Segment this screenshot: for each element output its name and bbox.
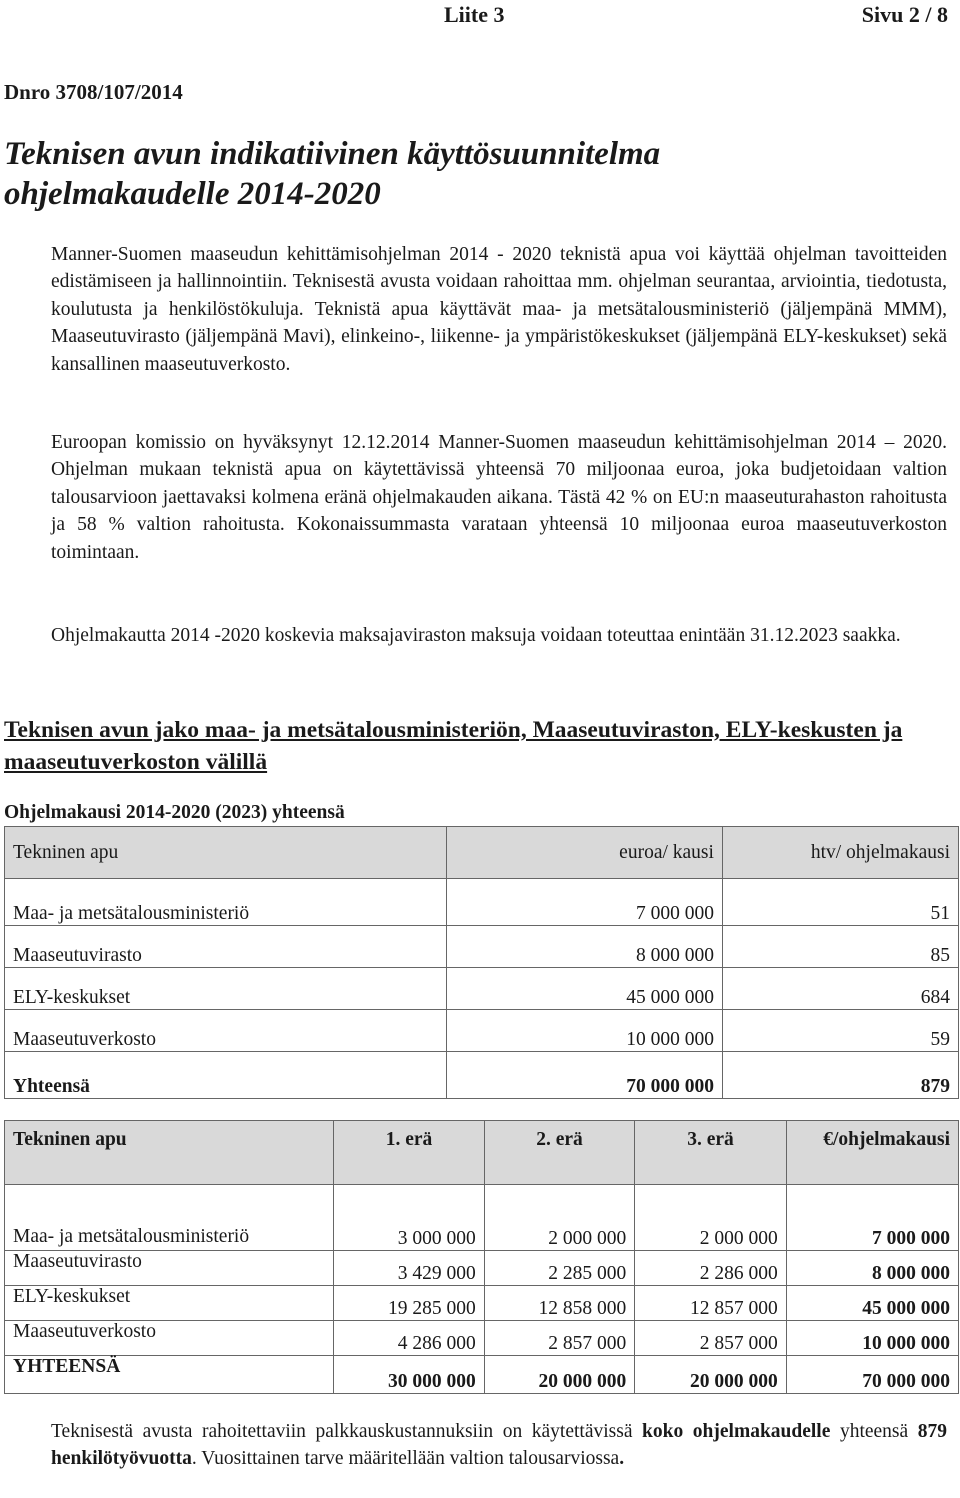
paragraph-payments: Ohjelmakautta 2014 -2020 koskevia maksajaviraston maksuja voidaan toteuttaa enintään 31.12.2023 saakka. xyxy=(51,625,901,646)
table-total-cell: 20 000 000 xyxy=(635,1356,786,1394)
table1-caption: Ohjelmakausi 2014-2020 (2023) yhteensä xyxy=(4,802,345,823)
table-cell: 2 285 000 xyxy=(484,1251,635,1286)
table-cell: Maaseutuvirasto xyxy=(5,1251,334,1286)
table-cell: 10 000 000 xyxy=(786,1321,958,1356)
allocation-table xyxy=(4,826,959,1099)
header-appendix: Liite 3 xyxy=(444,2,505,27)
table-cell: 3 429 000 xyxy=(334,1251,485,1286)
table-row xyxy=(5,968,959,1010)
table-header-cell: htv/ ohjelmakausi xyxy=(722,827,958,879)
table-total-cell: 30 000 000 xyxy=(334,1356,485,1394)
table-cell: 85 xyxy=(722,926,958,968)
table-row xyxy=(5,1185,959,1251)
table-cell: 19 285 000 xyxy=(334,1286,485,1321)
table-row xyxy=(5,1286,959,1321)
table-row xyxy=(5,926,959,968)
table-total-cell: 879 xyxy=(722,1052,958,1099)
table-cell: 7 000 000 xyxy=(446,879,722,926)
table-cell: 684 xyxy=(722,968,958,1010)
document-title-line-2: ohjelmakaudelle 2014-2020 xyxy=(4,176,381,212)
table-cell: 2 286 000 xyxy=(635,1251,786,1286)
table-cell: 2 857 000 xyxy=(484,1321,635,1356)
paragraph-commission: Euroopan komissio on hyväksynyt 12.12.2014 Manner-Suomen maaseudun kehittämisohjelman 2014 – 2020. Ohjelman mukaan teknistä apua on käytettävissä yhteensä 70 miljoonaa euroa, joka budjetoidaan valtion talousarvioon jaettavaksi kolmena eränä ohjelmakauden aikana. Tästä 42 % on EU:n maaseuturahaston rahoitusta ja 58 % valtion rahoitusta. Kokonaissummasta varataan yhteensä 10 miljoonaa euroa maaseutuverkoston toimintaan. xyxy=(51,432,947,563)
table-header-cell: 2. erä xyxy=(484,1121,635,1185)
table-cell: ELY-keskukset xyxy=(5,1286,334,1321)
table-cell: 12 858 000 xyxy=(484,1286,635,1321)
table-cell: Maaseutuvirasto xyxy=(5,926,447,968)
table-cell: 45 000 000 xyxy=(786,1286,958,1321)
table-cell: 45 000 000 xyxy=(446,968,722,1010)
table-row xyxy=(5,1010,959,1052)
table-cell: 8 000 000 xyxy=(786,1251,958,1286)
document-title xyxy=(4,134,904,214)
table-cell: 2 000 000 xyxy=(635,1185,786,1251)
table-cell: 2 857 000 xyxy=(635,1321,786,1356)
table-row xyxy=(5,1251,959,1286)
table-header-cell: 1. erä xyxy=(334,1121,485,1185)
footer-bold-1: koko ohjelmakaudelle xyxy=(642,1421,831,1442)
header-page-number: Sivu 2 / 8 xyxy=(861,2,948,27)
table-cell: 12 857 000 xyxy=(635,1286,786,1321)
table-total-row xyxy=(5,1052,959,1099)
table-cell: Maa- ja metsätalousministeriö xyxy=(5,1185,334,1251)
installment-table xyxy=(4,1120,959,1394)
footer-text-1: Teknisestä avusta rahoitettaviin palkkauskustannuksiin on käytettävissä xyxy=(51,1421,643,1442)
footer-text-3: . Vuosittainen tarve määritellään valtion talousarviossa xyxy=(191,1448,620,1470)
table-cell: 10 000 000 xyxy=(446,1010,722,1052)
table-row xyxy=(5,879,959,926)
table-cell: Maaseutuverkosto xyxy=(5,1010,447,1052)
table-total-cell: YHTEENSÄ xyxy=(5,1356,334,1394)
table-header-cell: Tekninen apu xyxy=(5,827,447,879)
table-cell: ELY-keskukset xyxy=(5,968,447,1010)
table-total-cell: 20 000 000 xyxy=(484,1356,635,1394)
table-header-row xyxy=(5,1121,959,1185)
footer-bold-2: 879 henkilötyövuotta xyxy=(51,1421,947,1470)
footer-bold-3: . xyxy=(619,1448,625,1470)
table-cell: 59 xyxy=(722,1010,958,1052)
table-cell: 2 000 000 xyxy=(484,1185,635,1251)
document-number: Dnro 3708/107/2014 xyxy=(4,80,183,104)
paragraph-personnel xyxy=(51,1418,947,1473)
table-header-cell: €/ohjelmakausi xyxy=(786,1121,958,1185)
table-cell: 4 286 000 xyxy=(334,1321,485,1356)
table-header-cell: Tekninen apu xyxy=(5,1121,334,1185)
document-title-line-1: Teknisen avun indikatiivinen käyttösuunnitelma xyxy=(4,136,661,172)
table-total-cell: 70 000 000 xyxy=(786,1356,958,1394)
table-cell: 51 xyxy=(722,879,958,926)
table-cell: Maaseutuverkosto xyxy=(5,1321,334,1356)
table-total-cell: Yhteensä xyxy=(5,1052,447,1099)
paragraph-intro: Manner-Suomen maaseudun kehittämisohjelman 2014 - 2020 teknistä apua voi käyttää ohjelman tavoitteiden edistämiseen ja hallinnointiin. Teknisestä avusta voidaan rahoittaa mm. ohjelman seurantaa, arviointia, tiedotusta, koulutusta ja henkilöstökuluja. Teknistä apua käyttävät maa- ja metsätalousministeriö (jäljempänä MMM), Maaseutuvirasto (jäljempänä Mavi), elinkeino-, liikenne- ja ympäristökeskukset (jäljempänä ELY-keskukset) sekä kansallinen maaseutuverkosto. xyxy=(51,244,947,375)
table-total-row xyxy=(5,1356,959,1394)
footer-text-2: yhteensä xyxy=(830,1421,918,1442)
table-row xyxy=(5,1321,959,1356)
table-cell: 8 000 000 xyxy=(446,926,722,968)
table-cell: 3 000 000 xyxy=(334,1185,485,1251)
table-header-cell: 3. erä xyxy=(635,1121,786,1185)
table-total-cell: 70 000 000 xyxy=(446,1052,722,1099)
table-cell: Maa- ja metsätalousministeriö xyxy=(5,879,447,926)
table-header-row xyxy=(5,827,959,879)
table-cell: 7 000 000 xyxy=(786,1185,958,1251)
section-title: Teknisen avun jako maa- ja metsätalousministeriön, Maaseutuviraston, ELY-keskusten ja maaseutuverkoston välillä xyxy=(4,717,903,775)
table-header-cell: euroa/ kausi xyxy=(446,827,722,879)
